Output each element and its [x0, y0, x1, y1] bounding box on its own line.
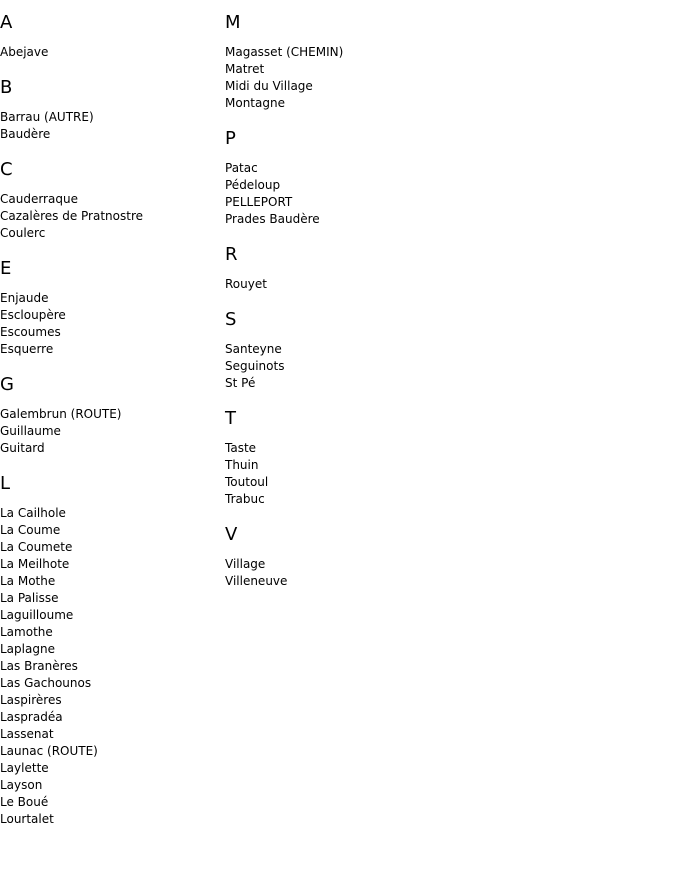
street-link[interactable]: PELLEPORT	[225, 195, 293, 209]
street-link[interactable]: Laplagne	[0, 642, 55, 656]
street-link[interactable]: Village	[225, 557, 266, 571]
street-link[interactable]: Coulerc	[0, 226, 46, 240]
street-link[interactable]: Lamothe	[0, 625, 53, 639]
street-list	[225, 440, 525, 508]
street-link[interactable]: Patac	[225, 161, 258, 175]
letter-heading: M	[225, 12, 241, 33]
letter-heading: S	[225, 309, 237, 330]
letter-group-l	[0, 474, 220, 828]
letter-heading: P	[225, 128, 236, 149]
street-list	[225, 44, 525, 112]
letter-heading: E	[0, 258, 12, 279]
street-link[interactable]: La Palisse	[0, 591, 59, 605]
letter-group-c	[0, 160, 220, 242]
street-link[interactable]: Montagne	[225, 96, 285, 110]
street-link[interactable]: Enjaude	[0, 291, 49, 305]
street-index-column-left	[0, 0, 220, 845]
letter-heading: L	[0, 473, 11, 494]
street-link[interactable]: Galembrun (ROUTE)	[0, 407, 122, 421]
street-link[interactable]: Villeneuve	[225, 574, 288, 588]
street-link[interactable]: La Mothe	[0, 574, 56, 588]
street-link[interactable]: Las Gachounos	[0, 676, 92, 690]
street-link[interactable]: Barrau (AUTRE)	[0, 110, 94, 124]
street-link[interactable]: St Pé	[225, 376, 256, 390]
street-list	[0, 109, 220, 143]
street-link[interactable]: Escoumes	[0, 325, 61, 339]
letter-heading: T	[225, 408, 236, 429]
street-link[interactable]: Guitard	[0, 441, 45, 455]
street-link[interactable]: Pédeloup	[225, 178, 281, 192]
street-link[interactable]: Abejave	[0, 45, 49, 59]
street-link[interactable]: Magasset (CHEMIN)	[225, 45, 344, 59]
street-link[interactable]: Matret	[225, 62, 265, 76]
street-link[interactable]: Laspirères	[0, 693, 62, 707]
letter-group-a	[0, 13, 220, 61]
street-link[interactable]: La Coume	[0, 523, 61, 537]
street-list	[225, 341, 525, 392]
letter-group-m	[225, 13, 525, 112]
letter-heading: R	[225, 244, 238, 265]
street-link[interactable]: Midi du Village	[225, 79, 313, 93]
street-list	[0, 191, 220, 242]
street-link[interactable]: Lourtalet	[0, 812, 54, 826]
letter-group-e	[0, 259, 220, 358]
street-link[interactable]: Cauderraque	[0, 192, 78, 206]
street-link[interactable]: Laguilloume	[0, 608, 74, 622]
street-link[interactable]: Prades Baudère	[225, 212, 320, 226]
street-link[interactable]: Guillaume	[0, 424, 61, 438]
street-link[interactable]: La Cailhole	[0, 506, 66, 520]
letter-group-r	[225, 245, 525, 293]
street-link[interactable]: Cazalères de Pratnostre	[0, 209, 144, 223]
street-link[interactable]: Launac (ROUTE)	[0, 744, 98, 758]
letter-heading: V	[225, 524, 238, 545]
letter-group-t	[225, 409, 525, 508]
street-list	[225, 160, 525, 228]
street-link[interactable]: Baudère	[0, 127, 51, 141]
street-link[interactable]: Lassenat	[0, 727, 54, 741]
letter-group-v	[225, 525, 525, 590]
street-list	[0, 505, 220, 828]
letter-group-s	[225, 310, 525, 392]
street-link[interactable]: Laspradéa	[0, 710, 63, 724]
street-index-column-right	[225, 0, 525, 607]
street-link[interactable]: Thuin	[225, 458, 259, 472]
street-list	[0, 44, 220, 61]
street-link[interactable]: Rouyet	[225, 277, 267, 291]
street-link[interactable]: Taste	[225, 441, 257, 455]
street-link[interactable]: Toutoul	[225, 475, 269, 489]
street-link[interactable]: Le Boué	[0, 795, 49, 809]
letter-group-b	[0, 78, 220, 143]
street-list	[0, 290, 220, 358]
street-link[interactable]: Trabuc	[225, 492, 265, 506]
street-link[interactable]: La Coumete	[0, 540, 73, 554]
street-link[interactable]: Esquerre	[0, 342, 54, 356]
letter-group-p	[225, 129, 525, 228]
street-link[interactable]: La Meilhote	[0, 557, 70, 571]
street-link[interactable]: Laylette	[0, 761, 49, 775]
street-link[interactable]: Santeyne	[225, 342, 282, 356]
street-link[interactable]: Las Branères	[0, 659, 78, 673]
street-list	[225, 556, 525, 590]
letter-heading: B	[0, 77, 13, 98]
letter-group-g	[0, 375, 220, 457]
letter-heading: G	[0, 374, 14, 395]
street-link[interactable]: Layson	[0, 778, 43, 792]
street-list	[0, 406, 220, 457]
letter-heading: A	[0, 12, 13, 33]
street-link[interactable]: Seguinots	[225, 359, 285, 373]
letter-heading: C	[0, 159, 13, 180]
street-list	[225, 276, 525, 293]
street-link[interactable]: Escloupère	[0, 308, 66, 322]
